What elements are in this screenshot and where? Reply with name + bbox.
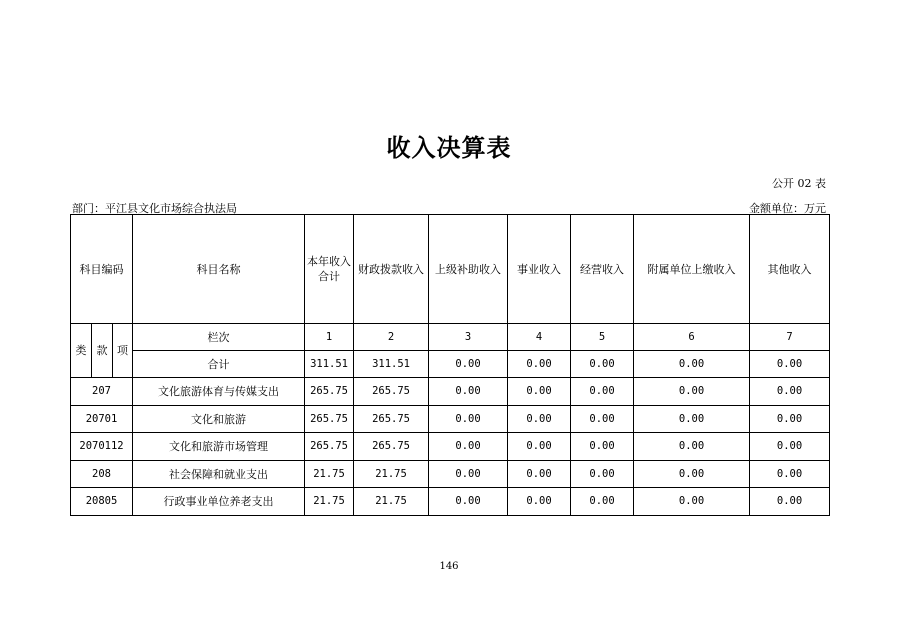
total-value: 0.00 (571, 351, 634, 378)
row-code: 20701 (71, 406, 133, 433)
row-name: 文化旅游体育与传媒支出 (133, 378, 305, 406)
row-value: 0.00 (571, 461, 634, 488)
unit-label: 金额单位：万元 (749, 202, 826, 215)
row-name: 文化和旅游 (133, 406, 305, 433)
total-value: 311.51 (305, 351, 354, 378)
column-number: 2 (354, 324, 429, 351)
row-value: 0.00 (750, 461, 830, 488)
row-value: 0.00 (508, 488, 571, 516)
row-value: 265.75 (354, 406, 429, 433)
table-row (71, 461, 830, 488)
row-value: 0.00 (750, 433, 830, 461)
row-value: 0.00 (750, 378, 830, 406)
header-name: 科目名称 (133, 215, 305, 324)
row-value: 21.75 (305, 461, 354, 488)
row-value: 265.75 (305, 406, 354, 433)
total-value: 0.00 (750, 351, 830, 378)
header-xiang: 项 (113, 324, 133, 378)
row-value: 0.00 (634, 461, 750, 488)
column-number: 7 (750, 324, 830, 351)
column-number: 3 (429, 324, 508, 351)
form-number: 公开 02 表 (772, 177, 826, 190)
row-value: 0.00 (571, 406, 634, 433)
total-value: 0.00 (508, 351, 571, 378)
total-label: 合计 (133, 351, 305, 378)
row-value: 0.00 (429, 488, 508, 516)
row-name: 社会保障和就业支出 (133, 461, 305, 488)
header-lei: 类 (71, 324, 92, 378)
total-row (71, 351, 830, 378)
row-name: 文化和旅游市场管理 (133, 433, 305, 461)
header-superior: 上级补助收入 (429, 215, 508, 324)
department-label: 部门：平江县文化市场综合执法局 (72, 202, 237, 215)
row-value: 0.00 (508, 378, 571, 406)
header-affiliated: 附属单位上缴收入 (634, 215, 750, 324)
row-value: 0.00 (429, 433, 508, 461)
row-value: 0.00 (571, 378, 634, 406)
row-code: 207 (71, 378, 133, 406)
header-total-line1: 本年收入 (307, 255, 352, 268)
row-value: 0.00 (429, 378, 508, 406)
column-number: 5 (571, 324, 634, 351)
total-value: 0.00 (634, 351, 750, 378)
row-value: 0.00 (634, 488, 750, 516)
row-value: 0.00 (571, 433, 634, 461)
row-value: 0.00 (634, 406, 750, 433)
header-other: 其他收入 (750, 215, 830, 324)
header-row (71, 215, 830, 324)
row-value: 0.00 (429, 406, 508, 433)
row-value: 265.75 (354, 433, 429, 461)
table-row (71, 433, 830, 461)
row-value: 0.00 (750, 488, 830, 516)
row-value: 21.75 (354, 461, 429, 488)
row-code: 208 (71, 461, 133, 488)
header-operating: 经营收入 (571, 215, 634, 324)
column-number-row (71, 324, 830, 351)
row-name: 行政事业单位养老支出 (133, 488, 305, 516)
total-value: 311.51 (354, 351, 429, 378)
row-value: 21.75 (305, 488, 354, 516)
header-total (305, 215, 354, 324)
column-number: 4 (508, 324, 571, 351)
row-code: 2070112 (71, 433, 133, 461)
row-value: 21.75 (354, 488, 429, 516)
row-value: 265.75 (354, 378, 429, 406)
header-fiscal: 财政拨款收入 (354, 215, 429, 324)
row-value: 0.00 (750, 406, 830, 433)
row-value: 265.75 (305, 378, 354, 406)
table-row (71, 488, 830, 516)
row-value: 0.00 (508, 433, 571, 461)
table-row (71, 378, 830, 406)
row-value: 0.00 (429, 461, 508, 488)
table-row (71, 406, 830, 433)
page-number: 146 (439, 561, 459, 572)
row-code: 20805 (71, 488, 133, 516)
column-number-label: 栏次 (133, 324, 305, 351)
total-value: 0.00 (429, 351, 508, 378)
row-value: 0.00 (508, 406, 571, 433)
row-value: 0.00 (508, 461, 571, 488)
row-value: 0.00 (634, 433, 750, 461)
row-value: 265.75 (305, 433, 354, 461)
income-table (70, 214, 830, 516)
header-total-line2: 合计 (318, 270, 341, 283)
page-title: 收入决算表 (386, 134, 512, 162)
row-value: 0.00 (571, 488, 634, 516)
header-kuan: 款 (92, 324, 113, 378)
column-number: 1 (305, 324, 354, 351)
column-number: 6 (634, 324, 750, 351)
header-code: 科目编码 (71, 215, 133, 324)
row-value: 0.00 (634, 378, 750, 406)
header-business: 事业收入 (508, 215, 571, 324)
